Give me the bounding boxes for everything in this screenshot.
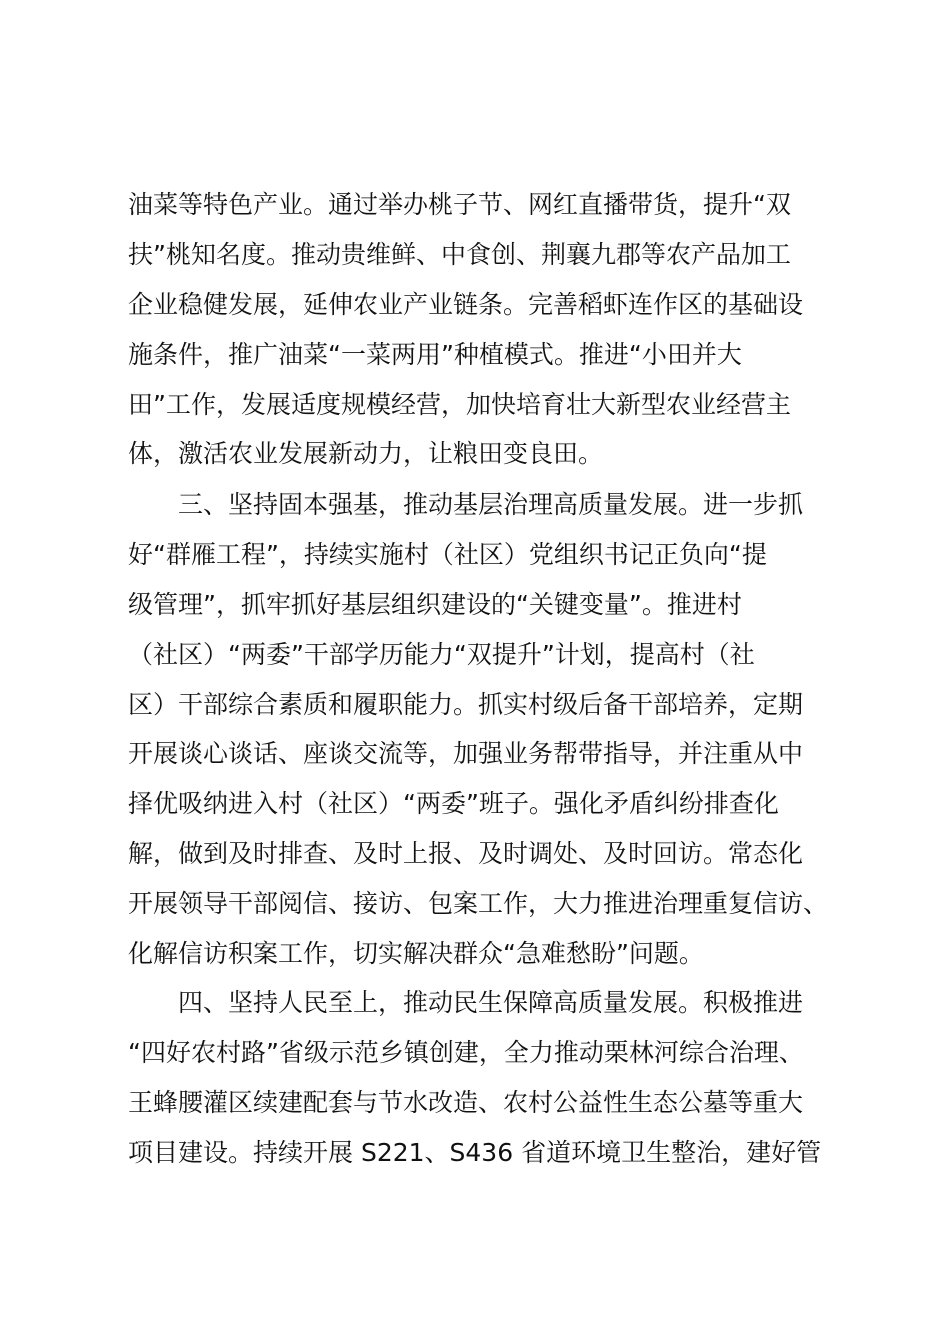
text-line: 体，激活农业发展新动力，让粮田变良田。 xyxy=(128,439,604,469)
text-line-indented: 四、坚持人民至上，推动民生保障高质量发展。积极推进 xyxy=(178,988,804,1017)
text-line: （社区）“两委”干部学历能力“双提升”计划，提高村（社 xyxy=(128,639,755,669)
text-line: 择优吸纳进入村（社区）“两委”班子。强化矛盾纠纷排查化 xyxy=(128,789,779,819)
paragraph-livelihood xyxy=(128,978,828,1178)
text-line: 油菜等特色产业。通过举办桃子节、网红直播带货，提升“双 xyxy=(128,190,791,219)
text-line: 扶”桃知名度。推动贵维鲜、中食创、荆襄九郡等农产品加工 xyxy=(128,239,791,269)
text-line: “四好农村路”省级示范乡镇创建，全力推动栗林河综合治理、 xyxy=(128,1037,804,1067)
text-line: 王蜂腰灌区续建配套与节水改造、农村公益性生态公墓等重大 xyxy=(128,1087,804,1117)
text-line: 好“群雁工程”，持续实施村（社区）党组织书记正负向“提 xyxy=(128,539,767,569)
text-line: 开展谈心谈话、座谈交流等，加强业务帮带指导，并注重从中 xyxy=(128,739,804,769)
paragraph-agriculture-continued xyxy=(128,180,828,479)
text-line: 区）干部综合素质和履职能力。抓实村级后备干部培养，定期 xyxy=(128,689,804,719)
text-line: 级管理”，抓牢抓好基层组织建设的“关键变量”。推进村 xyxy=(128,589,742,619)
text-line: 开展领导干部阅信、接访、包案工作，大力推进治理重复信访、 xyxy=(128,889,829,919)
text-line: 化解信访积案工作，切实解决群众“急难愁盼”问题。 xyxy=(128,939,704,969)
text-line-indented: 三、坚持固本强基，推动基层治理高质量发展。进一步抓 xyxy=(178,490,804,519)
text-line: 项目建设。持续开展 S221、S436 省道环境卫生整治，建好管 xyxy=(128,1137,822,1167)
text-line: 施条件，推广油菜“一菜两用”种植模式。推进“小田并大 xyxy=(128,339,742,369)
text-line: 田”工作，发展适度规模经营，加快培育壮大新型农业经营主 xyxy=(128,389,791,419)
text-line: 企业稳健发展，延伸农业产业链条。完善稻虾连作区的基础设 xyxy=(128,289,804,319)
paragraph-grassroots-governance xyxy=(128,480,828,979)
text-line: 解，做到及时排查、及时上报、及时调处、及时回访。常态化 xyxy=(128,839,804,869)
